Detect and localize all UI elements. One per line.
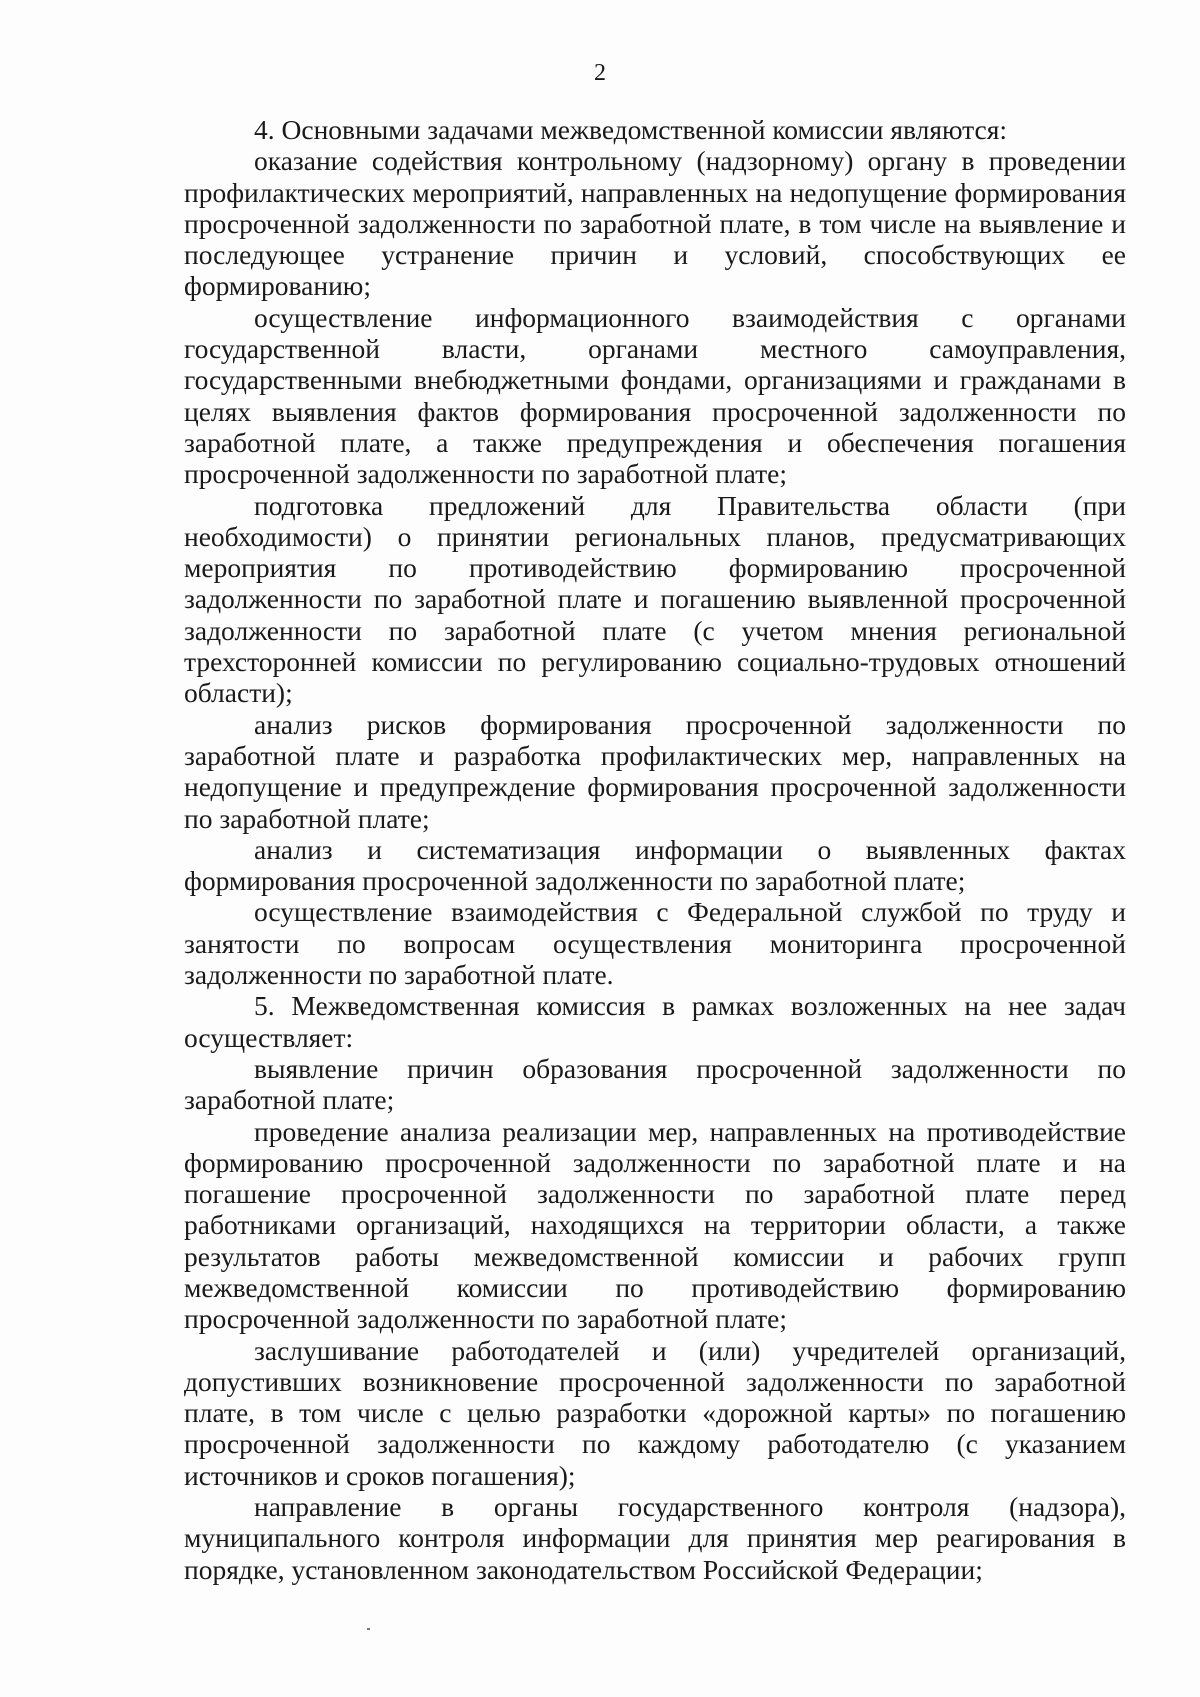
paragraph: проведение анализа реализации мер, направленных на противодействие формированию просроченной задолженности по заработной плате и на погашение просроченной задолженности по заработной плате перед работниками организаций, находящихся на территории области, а также результатов работы межведомственной комиссии и рабочих групп межведомственной комиссии по противодействию формированию просроченной задолженности по заработной плате;	[184, 1115, 1126, 1335]
paragraph: анализ и систематизация информации о выявленных фактах формирования просроченной задолженности по заработной плате;	[184, 833, 1126, 897]
paragraph-functions-heading: 5. Межведомственная комиссия в рамках возложенных на нее задач осуществляет:	[184, 990, 1126, 1053]
paragraph: заслушивание работодателей и (или) учредителей организаций, допустивших возникновение просроченной задолженности по заработной плате, в том числе с целью разработки «дорожной карты» по погашению просроченной задолженности по каждому работодателю (с указанием источников и сроков погашения);	[184, 1334, 1126, 1491]
paragraph: осуществление информационного взаимодействия с органами государственной власти, органами местного самоуправления, государственными внебюджетными фондами, организациями и гражданами в целях выявления фактов формирования просроченной задолженности по заработной плате, а также предупреждения и обеспечения погашения просроченной задолженности по заработной плате;	[184, 301, 1126, 490]
scan-speck	[367, 1628, 370, 1630]
paragraph: подготовка предложений для Правительства области (при необходимости) о принятии региональных планов, предусматривающих мероприятия по противодействию формированию просроченной задолженности по заработной плате и погашению выявленной просроченной задолженности по заработной плате (с учетом мнения региональной трехсторонней комиссии по регулированию социально-трудовых отношений области);	[184, 489, 1126, 709]
paragraph: направление в органы государственного контроля (надзора), муниципального контроля информации для принятия мер реагирования в порядке, установленном законодательством Российской Федерации;	[184, 1491, 1126, 1585]
paragraph: осуществление взаимодействия с Федеральной службой по труду и занятости по вопросам осуществления мониторинга просроченной задолженности по заработной плате.	[184, 896, 1126, 991]
paragraph: оказание содействия контрольному (надзорному) органу в проведении профилактических мероприятий, направленных на недопущение формирования просроченной задолженности по заработной плате, в том числе на выявление и последующее устранение причин и условий, способствующих ее формированию;	[184, 145, 1126, 302]
paragraph-tasks-heading: 4. Основными задачами межведомственной комиссии являются:	[254, 114, 1008, 145]
paragraph: выявление причин образования просроченной задолженности по заработной плате;	[184, 1052, 1126, 1116]
page-number: 2	[594, 60, 606, 86]
document-body	[184, 114, 1126, 1585]
paragraph: анализ рисков формирования просроченной задолженности по заработной плате и разработка профилактических мер, направленных на недопущение и предупреждение формирования просроченной задолженности по заработной плате;	[184, 708, 1126, 834]
